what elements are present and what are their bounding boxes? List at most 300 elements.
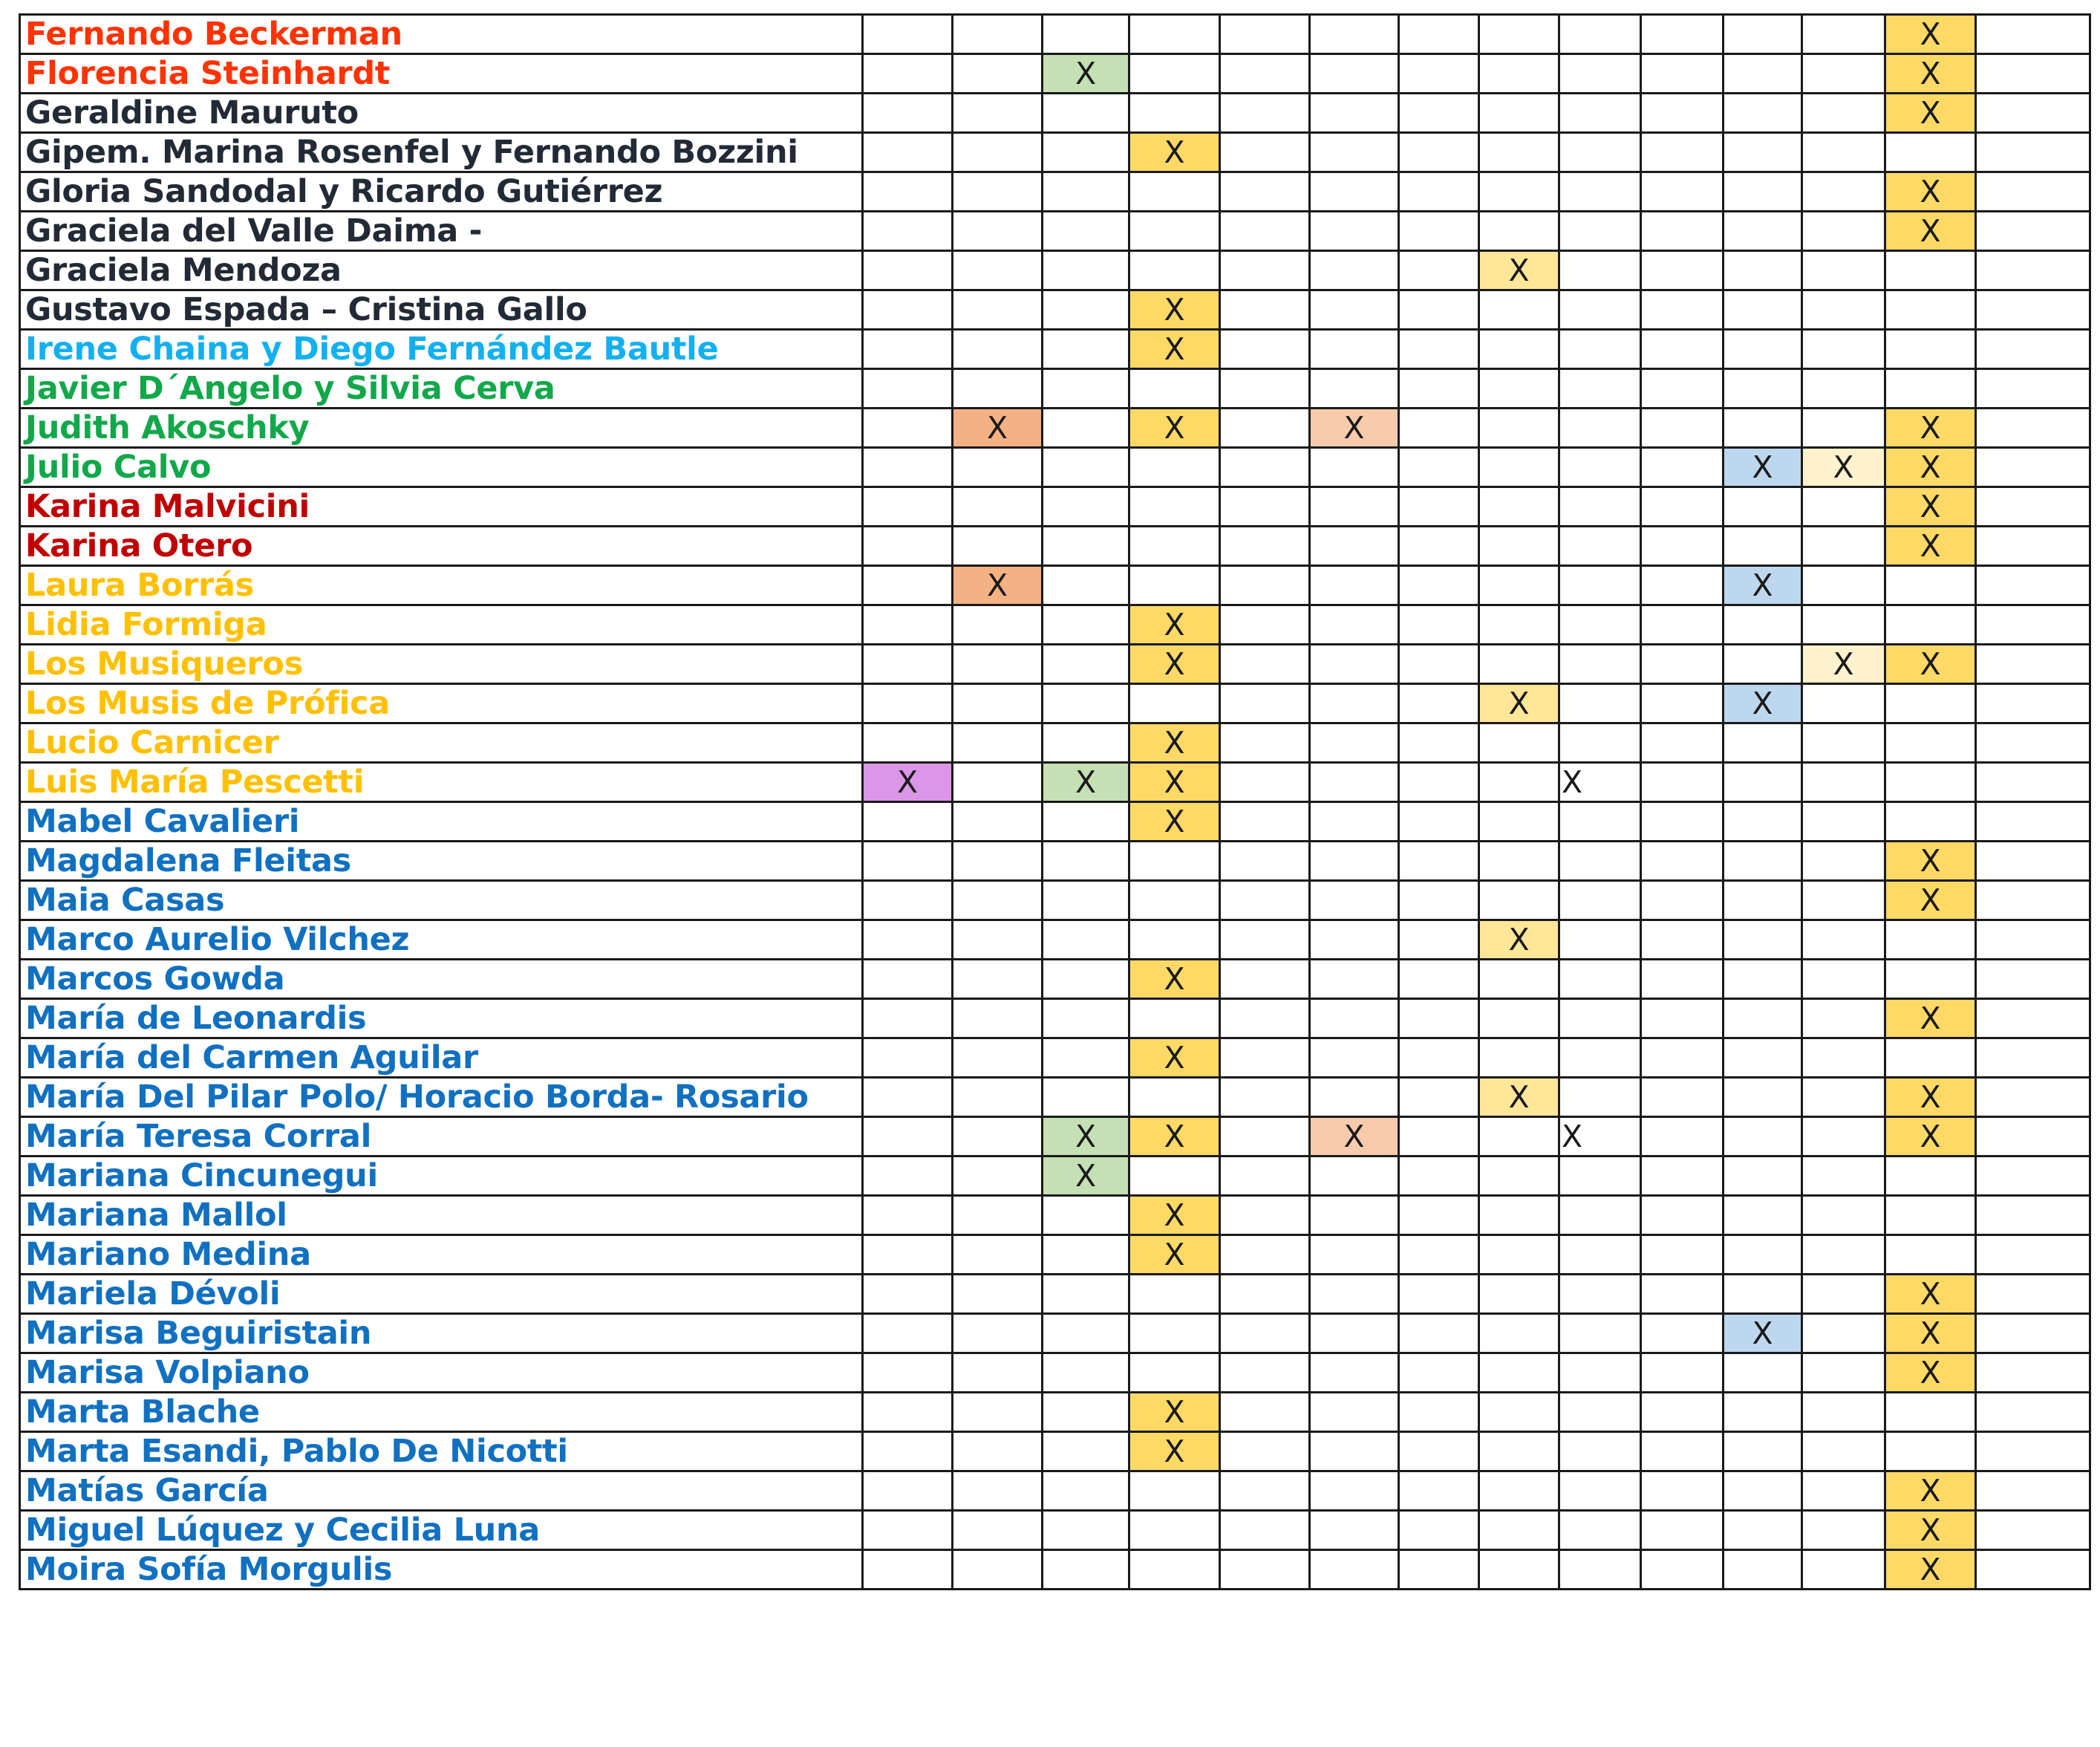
- mark-cell: [1399, 1196, 1479, 1235]
- mark-cell: [1399, 448, 1479, 487]
- mark-cell: [863, 133, 953, 172]
- mark-cell: [863, 802, 953, 842]
- mark-cell: [863, 881, 953, 920]
- artist-name-cell: María Teresa Corral: [20, 1117, 863, 1156]
- artist-name-cell: María del Carmen Aguilar: [20, 1038, 863, 1078]
- mark-cell: [1976, 487, 2090, 527]
- mark-cell: [953, 1550, 1043, 1590]
- mark-cell: [1559, 920, 1641, 960]
- mark-cell: [1724, 133, 1802, 172]
- mark-cell: [1976, 1511, 2090, 1550]
- mark-cell: [1559, 448, 1641, 487]
- table-row: [20, 1196, 2090, 1235]
- mark-cell: [1641, 133, 1724, 172]
- mark-cell: [1559, 330, 1641, 369]
- table-row: [20, 1471, 2090, 1511]
- mark-cell: [1310, 1078, 1399, 1117]
- mark-cell: [1724, 1393, 1802, 1432]
- mark-cell: [1724, 1432, 1802, 1471]
- table-row: [20, 960, 2090, 999]
- mark-cell: [1220, 487, 1310, 527]
- mark-cell: [1310, 212, 1399, 251]
- mark-cell: [863, 487, 953, 527]
- mark-cell: [1724, 409, 1802, 448]
- artist-name-cell: Matías García: [20, 1471, 863, 1511]
- mark-cell: [1310, 1550, 1399, 1590]
- mark-cell: [1399, 920, 1479, 960]
- mark-cell: [953, 94, 1043, 133]
- mark-cell: [1043, 723, 1129, 763]
- mark-cell: [953, 960, 1043, 999]
- mark-cell: [1043, 999, 1129, 1038]
- mark-cell: [1802, 172, 1885, 212]
- mark-cell: [1310, 369, 1399, 409]
- mark-cell: [1724, 920, 1802, 960]
- mark-cell: [1641, 881, 1724, 920]
- mark-cell: [1043, 920, 1129, 960]
- mark-cell: [1976, 723, 2090, 763]
- mark-cell: [1310, 763, 1399, 802]
- mark-cell: [1976, 842, 2090, 881]
- mark-cell: [1399, 1432, 1479, 1471]
- mark-cell: [863, 448, 953, 487]
- mark-cell: [1043, 605, 1129, 645]
- mark-cell: X: [1724, 1314, 1802, 1353]
- mark-cell: [1885, 330, 1976, 369]
- mark-cell: [1129, 172, 1220, 212]
- mark-cell: [953, 369, 1043, 409]
- mark-cell: [1479, 1471, 1559, 1511]
- mark-cell: [1399, 566, 1479, 605]
- table-row: [20, 1117, 2090, 1156]
- table-row: [20, 15, 2090, 54]
- mark-cell: [1885, 1432, 1976, 1471]
- mark-cell: [1641, 920, 1724, 960]
- mark-cell: [1479, 645, 1559, 684]
- mark-cell: [1802, 1314, 1885, 1353]
- mark-cell: [1129, 212, 1220, 251]
- mark-cell: [1559, 1432, 1641, 1471]
- mark-cell: [1479, 369, 1559, 409]
- mark-cell: [1559, 881, 1641, 920]
- mark-cell: X: [1129, 290, 1220, 330]
- mark-cell: [1559, 566, 1641, 605]
- mark-cell: [953, 1275, 1043, 1314]
- mark-cell: [1559, 1235, 1641, 1275]
- mark-cell: [1641, 369, 1724, 409]
- table-row: [20, 487, 2090, 527]
- mark-cell: [1043, 527, 1129, 566]
- mark-cell: [1802, 1117, 1885, 1156]
- mark-cell: [1310, 566, 1399, 605]
- table-row: [20, 645, 2090, 684]
- mark-cell: [1559, 409, 1641, 448]
- mark-cell: [1641, 1275, 1724, 1314]
- mark-cell: [1399, 802, 1479, 842]
- mark-cell: [1724, 645, 1802, 684]
- mark-cell: [1129, 369, 1220, 409]
- mark-cell: [863, 409, 953, 448]
- mark-cell: [863, 960, 953, 999]
- mark-cell: [1043, 15, 1129, 54]
- mark-cell: [1976, 1235, 2090, 1275]
- mark-cell: [863, 999, 953, 1038]
- mark-cell: [953, 1432, 1043, 1471]
- mark-cell: X: [1129, 763, 1220, 802]
- mark-cell: [863, 251, 953, 290]
- mark-cell: [1399, 1117, 1479, 1156]
- artist-name-cell: Florencia Steinhardt: [20, 54, 863, 94]
- mark-cell: [1399, 1275, 1479, 1314]
- mark-cell: [953, 881, 1043, 920]
- mark-cell: [1559, 1511, 1641, 1550]
- mark-cell: [1559, 1038, 1641, 1078]
- mark-cell: [1043, 566, 1129, 605]
- mark-cell: [1310, 527, 1399, 566]
- mark-cell: [1310, 1314, 1399, 1353]
- mark-cell: [1641, 1156, 1724, 1196]
- mark-cell: X: [1129, 802, 1220, 842]
- mark-cell: [1976, 212, 2090, 251]
- mark-cell: [1724, 763, 1802, 802]
- mark-cell: [1479, 605, 1559, 645]
- mark-cell: [1479, 133, 1559, 172]
- mark-cell: [953, 212, 1043, 251]
- mark-cell: [1802, 1275, 1885, 1314]
- mark-cell: [1559, 54, 1641, 94]
- mark-cell: [1641, 1117, 1724, 1156]
- mark-cell: [1220, 172, 1310, 212]
- mark-cell: X: [1129, 330, 1220, 369]
- mark-cell: [1043, 1314, 1129, 1353]
- mark-cell: [1976, 802, 2090, 842]
- mark-cell: [1129, 448, 1220, 487]
- mark-cell: [1802, 1038, 1885, 1078]
- mark-cell: [1976, 172, 2090, 212]
- table-row: [20, 527, 2090, 566]
- mark-cell: X: [1129, 645, 1220, 684]
- mark-cell: [1976, 330, 2090, 369]
- mark-cell: [953, 1038, 1043, 1078]
- mark-cell: [1399, 881, 1479, 920]
- mark-cell: [1220, 369, 1310, 409]
- mark-cell: X: [1479, 251, 1559, 290]
- table-row: [20, 448, 2090, 487]
- artist-name-cell: Lucio Carnicer: [20, 723, 863, 763]
- mark-cell: [1559, 172, 1641, 212]
- mark-cell: [1724, 54, 1802, 94]
- mark-cell: [1310, 1511, 1399, 1550]
- mark-cell: X: [1885, 1078, 1976, 1117]
- mark-cell: [1220, 999, 1310, 1038]
- mark-cell: [1885, 684, 1976, 723]
- mark-cell: [1641, 723, 1724, 763]
- mark-cell: X: [1129, 960, 1220, 999]
- mark-cell: [1802, 881, 1885, 920]
- table-body: [20, 15, 2090, 1590]
- mark-cell: [1724, 251, 1802, 290]
- mark-cell: [1310, 881, 1399, 920]
- mark-cell: X: [1885, 1550, 1976, 1590]
- mark-cell: [1724, 1511, 1802, 1550]
- mark-cell: [1310, 487, 1399, 527]
- artist-name-cell: Marco Aurelio Vilchez: [20, 920, 863, 960]
- table-row: [20, 920, 2090, 960]
- mark-cell: [1559, 842, 1641, 881]
- mark-cell: [1885, 605, 1976, 645]
- table-row: [20, 1432, 2090, 1471]
- mark-cell: [953, 1235, 1043, 1275]
- table-row: [20, 881, 2090, 920]
- mark-cell: [1220, 212, 1310, 251]
- mark-cell: [1641, 605, 1724, 645]
- mark-cell: [1641, 487, 1724, 527]
- mark-cell: [1310, 1196, 1399, 1235]
- mark-cell: [1399, 842, 1479, 881]
- mark-cell: [1802, 1393, 1885, 1432]
- mark-cell: [1220, 133, 1310, 172]
- mark-cell: [1220, 448, 1310, 487]
- mark-cell: [1802, 960, 1885, 999]
- mark-cell: [1479, 1275, 1559, 1314]
- mark-cell: [1220, 1393, 1310, 1432]
- mark-cell: [1399, 1038, 1479, 1078]
- table-row: [20, 723, 2090, 763]
- table-row: [20, 1314, 2090, 1353]
- mark-cell: [1129, 251, 1220, 290]
- mark-cell: [1220, 1471, 1310, 1511]
- mark-cell: [953, 251, 1043, 290]
- mark-cell: [1479, 566, 1559, 605]
- mark-cell: [1129, 1353, 1220, 1393]
- mark-cell: [1129, 1156, 1220, 1196]
- artist-name-cell: Judith Akoschky: [20, 409, 863, 448]
- mark-cell: [953, 172, 1043, 212]
- mark-cell: [1559, 1353, 1641, 1393]
- mark-cell: [1976, 684, 2090, 723]
- mark-cell: [1479, 487, 1559, 527]
- mark-cell: [1559, 802, 1641, 842]
- table-row: [20, 605, 2090, 645]
- mark-cell: [1976, 920, 2090, 960]
- mark-cell: [1310, 290, 1399, 330]
- mark-cell: [1310, 605, 1399, 645]
- mark-cell: [1129, 842, 1220, 881]
- mark-cell: X: [1724, 566, 1802, 605]
- mark-cell: [1399, 133, 1479, 172]
- mark-cell: [863, 1235, 953, 1275]
- table-row: [20, 1275, 2090, 1314]
- mark-cell: [953, 842, 1043, 881]
- mark-cell: [1220, 94, 1310, 133]
- mark-cell: [1220, 15, 1310, 54]
- mark-cell: [1976, 763, 2090, 802]
- table-row: [20, 1550, 2090, 1590]
- mark-cell: [1724, 15, 1802, 54]
- mark-cell: [1559, 212, 1641, 251]
- mark-cell: [1310, 842, 1399, 881]
- mark-cell: [1885, 723, 1976, 763]
- mark-cell: [1399, 1471, 1479, 1511]
- mark-cell: [863, 723, 953, 763]
- mark-cell: [1310, 172, 1399, 212]
- mark-cell: [1043, 842, 1129, 881]
- mark-cell: [1479, 212, 1559, 251]
- mark-cell: [1976, 15, 2090, 54]
- mark-cell: [1802, 1511, 1885, 1550]
- mark-cell: [1559, 487, 1641, 527]
- mark-cell: [1641, 172, 1724, 212]
- mark-cell: X: [1043, 54, 1129, 94]
- mark-cell: [1220, 881, 1310, 920]
- mark-cell: [1043, 212, 1129, 251]
- mark-cell: [1976, 1275, 2090, 1314]
- mark-cell: X: [1129, 133, 1220, 172]
- mark-cell: [1559, 133, 1641, 172]
- mark-cell: [1559, 94, 1641, 133]
- artist-name-cell: Laura Borrás: [20, 566, 863, 605]
- mark-cell: [1479, 1235, 1559, 1275]
- mark-cell: [953, 1393, 1043, 1432]
- mark-cell: [1885, 920, 1976, 960]
- mark-cell: [1976, 1353, 2090, 1393]
- mark-cell: [1399, 54, 1479, 94]
- mark-cell: [1641, 409, 1724, 448]
- mark-cell: [1310, 684, 1399, 723]
- mark-cell: [1220, 290, 1310, 330]
- mark-cell: [1802, 133, 1885, 172]
- mark-cell: X: [1885, 1471, 1976, 1511]
- mark-cell: [1802, 1156, 1885, 1196]
- mark-cell: [863, 527, 953, 566]
- mark-cell: [1802, 842, 1885, 881]
- mark-cell: [1724, 1038, 1802, 1078]
- mark-cell: [1220, 1511, 1310, 1550]
- mark-cell: [1802, 487, 1885, 527]
- mark-cell: [1479, 1117, 1559, 1156]
- mark-cell: [1129, 487, 1220, 527]
- mark-cell: [1399, 763, 1479, 802]
- mark-cell: [1885, 960, 1976, 999]
- mark-cell: [1043, 251, 1129, 290]
- mark-cell: [1310, 448, 1399, 487]
- mark-cell: [1802, 566, 1885, 605]
- mark-cell: [1976, 881, 2090, 920]
- mark-cell: [1976, 369, 2090, 409]
- mark-cell: [1399, 409, 1479, 448]
- mark-cell: [863, 1117, 953, 1156]
- mark-cell: [1641, 212, 1724, 251]
- mark-cell: X: [1129, 1235, 1220, 1275]
- mark-cell: [1479, 1511, 1559, 1550]
- mark-cell: [1399, 1078, 1479, 1117]
- mark-cell: [1129, 1314, 1220, 1353]
- mark-cell: [1310, 1235, 1399, 1275]
- mark-cell: [1885, 763, 1976, 802]
- mark-cell: [1479, 54, 1559, 94]
- mark-cell: [1885, 251, 1976, 290]
- table-row: [20, 842, 2090, 881]
- artist-name-cell: Julio Calvo: [20, 448, 863, 487]
- mark-cell: [1479, 448, 1559, 487]
- mark-cell: [1559, 15, 1641, 54]
- table-row: [20, 763, 2090, 802]
- artist-name-cell: Mariela Dévoli: [20, 1275, 863, 1314]
- mark-cell: [1802, 605, 1885, 645]
- mark-cell: [1220, 1353, 1310, 1393]
- artist-category-table: [19, 13, 2091, 1590]
- mark-cell: [1976, 290, 2090, 330]
- mark-cell: [1043, 1393, 1129, 1432]
- mark-cell: X: [1129, 1117, 1220, 1156]
- mark-cell: X: [1479, 1078, 1559, 1117]
- mark-cell: [1310, 1038, 1399, 1078]
- table-row: [20, 684, 2090, 723]
- mark-cell: [1220, 54, 1310, 94]
- mark-cell: X: [1885, 1275, 1976, 1314]
- artist-name-cell: Marcos Gowda: [20, 960, 863, 999]
- mark-cell: [1641, 15, 1724, 54]
- mark-cell: [1220, 1156, 1310, 1196]
- mark-cell: [1479, 1196, 1559, 1235]
- mark-cell: [1641, 1038, 1724, 1078]
- mark-cell: [1802, 1432, 1885, 1471]
- mark-cell: [1479, 723, 1559, 763]
- mark-cell: [1220, 1078, 1310, 1117]
- mark-cell: [1802, 723, 1885, 763]
- artist-name-cell: Geraldine Mauruto: [20, 94, 863, 133]
- mark-cell: [1559, 960, 1641, 999]
- mark-cell: [1641, 566, 1724, 605]
- mark-cell: [1043, 409, 1129, 448]
- mark-cell: [1976, 1078, 2090, 1117]
- mark-cell: [1559, 1275, 1641, 1314]
- mark-cell: X: [1885, 487, 1976, 527]
- mark-cell: [1802, 527, 1885, 566]
- mark-cell: [1399, 1353, 1479, 1393]
- mark-cell: [1559, 1078, 1641, 1117]
- artist-name-cell: Karina Otero: [20, 527, 863, 566]
- mark-cell: [863, 1275, 953, 1314]
- mark-cell: [1479, 1432, 1559, 1471]
- artist-name-cell: Karina Malvicini: [20, 487, 863, 527]
- table-row: [20, 251, 2090, 290]
- mark-cell: [1724, 723, 1802, 763]
- mark-cell: [1220, 1432, 1310, 1471]
- mark-cell: [863, 94, 953, 133]
- mark-cell: [1641, 1314, 1724, 1353]
- mark-cell: [1399, 330, 1479, 369]
- table-row: [20, 290, 2090, 330]
- mark-cell: X: [1043, 763, 1129, 802]
- mark-cell: [1802, 251, 1885, 290]
- mark-cell: X: [1724, 684, 1802, 723]
- mark-cell: [863, 566, 953, 605]
- mark-cell: [1641, 1471, 1724, 1511]
- mark-cell: [1399, 527, 1479, 566]
- table-row: [20, 999, 2090, 1038]
- mark-cell: [1479, 1393, 1559, 1432]
- mark-cell: [1310, 15, 1399, 54]
- mark-cell: [1043, 133, 1129, 172]
- mark-cell: [1220, 723, 1310, 763]
- mark-cell: [953, 684, 1043, 723]
- mark-cell: [1479, 1353, 1559, 1393]
- mark-cell: [1399, 94, 1479, 133]
- mark-cell: [1043, 1196, 1129, 1235]
- mark-cell: [1310, 133, 1399, 172]
- mark-cell: [863, 1353, 953, 1393]
